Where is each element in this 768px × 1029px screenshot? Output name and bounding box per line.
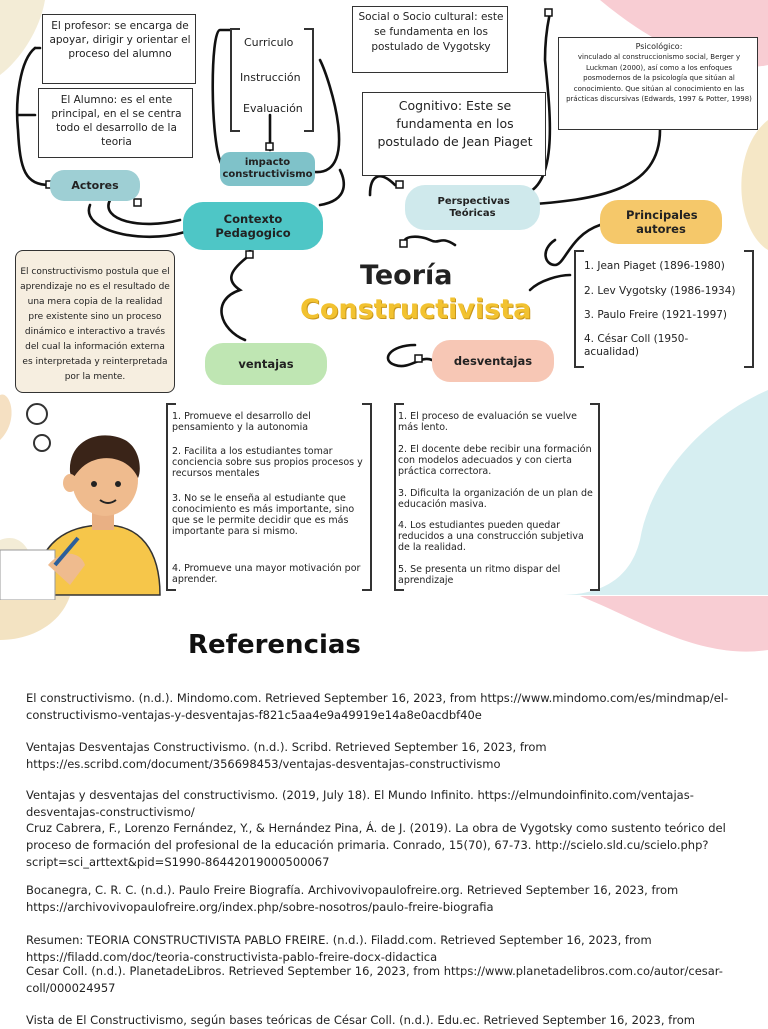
evaluacion-label: Evaluación xyxy=(243,102,303,115)
map-title-line1: Teoría xyxy=(360,260,453,291)
desventajas-node xyxy=(432,340,554,382)
profesor-text: El profesor: se encarga de apoyar, dirigir y orientar el proceso del alumno xyxy=(49,20,191,60)
reference-item: Cesar Coll. (n.d.). PlanetadeLibros. Retrieved September 16, 2023, from https://www.planetadelibros.com.co/autor/cesar-coll/000024957 xyxy=(26,964,723,995)
principales-node xyxy=(600,200,722,244)
alumno-box xyxy=(38,88,193,158)
social-text: Social o Socio cultural: este se fundamenta en los postulado de Vygotsky xyxy=(358,11,504,53)
cognitivo-box xyxy=(362,92,546,176)
autores-bracket xyxy=(574,250,754,368)
perspectivas-node xyxy=(405,185,540,230)
autor-2: 2. Lev Vygotsky (1986-1934) xyxy=(584,285,736,297)
reference-item: Ventajas Desventajas Constructivismo. (n.d.). Scribd. Retrieved September 16, 2023, from https://es.scribd.com/document/356698453/ventajas-desventajas-constructivismo xyxy=(26,740,547,771)
ventaja-4: 4. Promueve una mayor motivación por aprender. xyxy=(172,563,361,585)
perspectivas-label: Perspectivas Teóricas xyxy=(437,195,510,219)
autor-1: 1. Jean Piaget (1896-1980) xyxy=(584,260,725,272)
principales-label: Principales autores xyxy=(626,208,698,236)
ventajas-bracket xyxy=(166,403,372,591)
autor-3: 3. Paulo Freire (1921-1997) xyxy=(584,309,728,321)
reference-item: Cruz Cabrera, F., Lorenzo Fernández, Y., & Hernández Pina, Á. de J. (2019). La obra de Vygotsky como sustento teórico del proceso de formación del profesional de la educación primaria. Conrado, 15(70), 67-73. http://scielo.sld.cu/scielo.php?script=sci_arttext&pid=S1990-86442019000500067 xyxy=(26,821,726,869)
definition-text: El constructivismo postula que el aprendizaje no es el resultado de una mera copia de la realidad pre existente sino un proceso dinámico e interactivo a través del cual la información externa es interpretada y reinterpretada por la mente. xyxy=(20,267,170,382)
desventaja-3: 3. Dificulta la organización de un plan de educación masiva. xyxy=(398,488,593,510)
curriculo-bracket xyxy=(230,28,314,132)
reference-item: Ventajas y desventajas del constructivismo. (2019, July 18). El Mundo Infinito. https://elmundoinfinito.com/ventajas-desventajas-constructivismo/ xyxy=(26,788,694,819)
ventaja-3: 3. No se le enseña al estudiante que conocimiento es más importante, sino que se le permite decidir que es más importante para si mismo. xyxy=(172,493,355,537)
contexto-label: Contexto Pedagogico xyxy=(215,212,291,240)
psicologico-text: vinculado al construccionismo social, Berger y Luckman (2000), así como a los enfoques posmodernos de la psicología que sitúan al conocimiento. Que sitúan al conocimiento en las prácticas discursivas (Edwards, 1997 & Potter, 1998) xyxy=(566,53,752,103)
curriculo-label: Curriculo xyxy=(244,36,294,49)
desventaja-5: 5. Se presenta un ritmo dispar del aprendizaje xyxy=(398,564,561,586)
reference-item: Resumen: TEORIA CONSTRUCTIVISTA PABLO FREIRE. (n.d.). Filadd.com. Retrieved September 16, 2023, from https://filadd.com/doc/teoria-constructivista-pablo-freire-docx-didactica xyxy=(26,933,652,964)
desventaja-2: 2. El docente debe recibir una formación con modelos adecuados y con cierta práctica correctora. xyxy=(398,444,592,477)
impacto-label: impacto constructivismo xyxy=(222,157,313,180)
reference-item: El constructivismo. (n.d.). Mindomo.com. Retrieved September 16, 2023, from https://www.mindomo.com/es/mindmap/el-constructivismo-ventajas-y-desventajas-f821c5aa4e9a49919e14a8e0acdbf40e xyxy=(26,691,729,722)
desventajas-bracket xyxy=(394,403,600,591)
cognitivo-text: Cognitivo: Este se fundamenta en los postulado de Jean Piaget xyxy=(377,98,533,149)
profesor-box xyxy=(42,14,196,84)
ventaja-2: 2. Facilita a los estudiantes tomar conciencia sobre sus propios procesos y recursos mentales xyxy=(172,446,363,479)
ventaja-1: 1. Promueve el desarrollo del pensamiento y la autonomia xyxy=(172,411,311,433)
autor-4: 4. César Coll (1950-acualidad) xyxy=(584,333,689,358)
ventajas-label: ventajas xyxy=(238,357,294,371)
instruccion-label: Instrucción xyxy=(240,71,301,84)
desventaja-4: 4. Los estudiantes pueden quedar reducidos a una construcción subjetiva de la realidad. xyxy=(398,520,584,553)
actores-node xyxy=(50,170,140,201)
contexto-node xyxy=(183,202,323,250)
actores-label: Actores xyxy=(71,179,119,192)
definition-box xyxy=(15,250,175,393)
reference-item: Vista de El Constructivismo, según bases teóricas de César Coll. (n.d.). Edu.ec. Retrieved September 16, 2023, from xyxy=(26,1013,695,1027)
desventaja-1: 1. El proceso de evaluación se vuelve más lento. xyxy=(398,411,577,433)
alumno-text: El Alumno: es el ente principal, en el se centra todo el desarrollo de la teoria xyxy=(51,94,182,148)
ventajas-node xyxy=(205,343,327,385)
psicologico-title: Psicológico: xyxy=(635,42,683,51)
impacto-node xyxy=(220,152,315,186)
psicologico-box xyxy=(558,37,758,130)
social-box xyxy=(352,6,508,73)
references-title: Referencias xyxy=(188,630,361,660)
student-illustration xyxy=(0,400,170,600)
desventajas-label: desventajas xyxy=(453,354,533,368)
reference-item: Bocanegra, C. R. C. (n.d.). Paulo Freire Biografía. Archivovivopaulofreire.org. Retrieved September 16, 2023, from https://archivovivopaulofreire.org/index.php/sobre-nosotros/paulo-freire-biografia xyxy=(26,883,679,914)
map-title-line2: Constructivista xyxy=(300,294,532,325)
